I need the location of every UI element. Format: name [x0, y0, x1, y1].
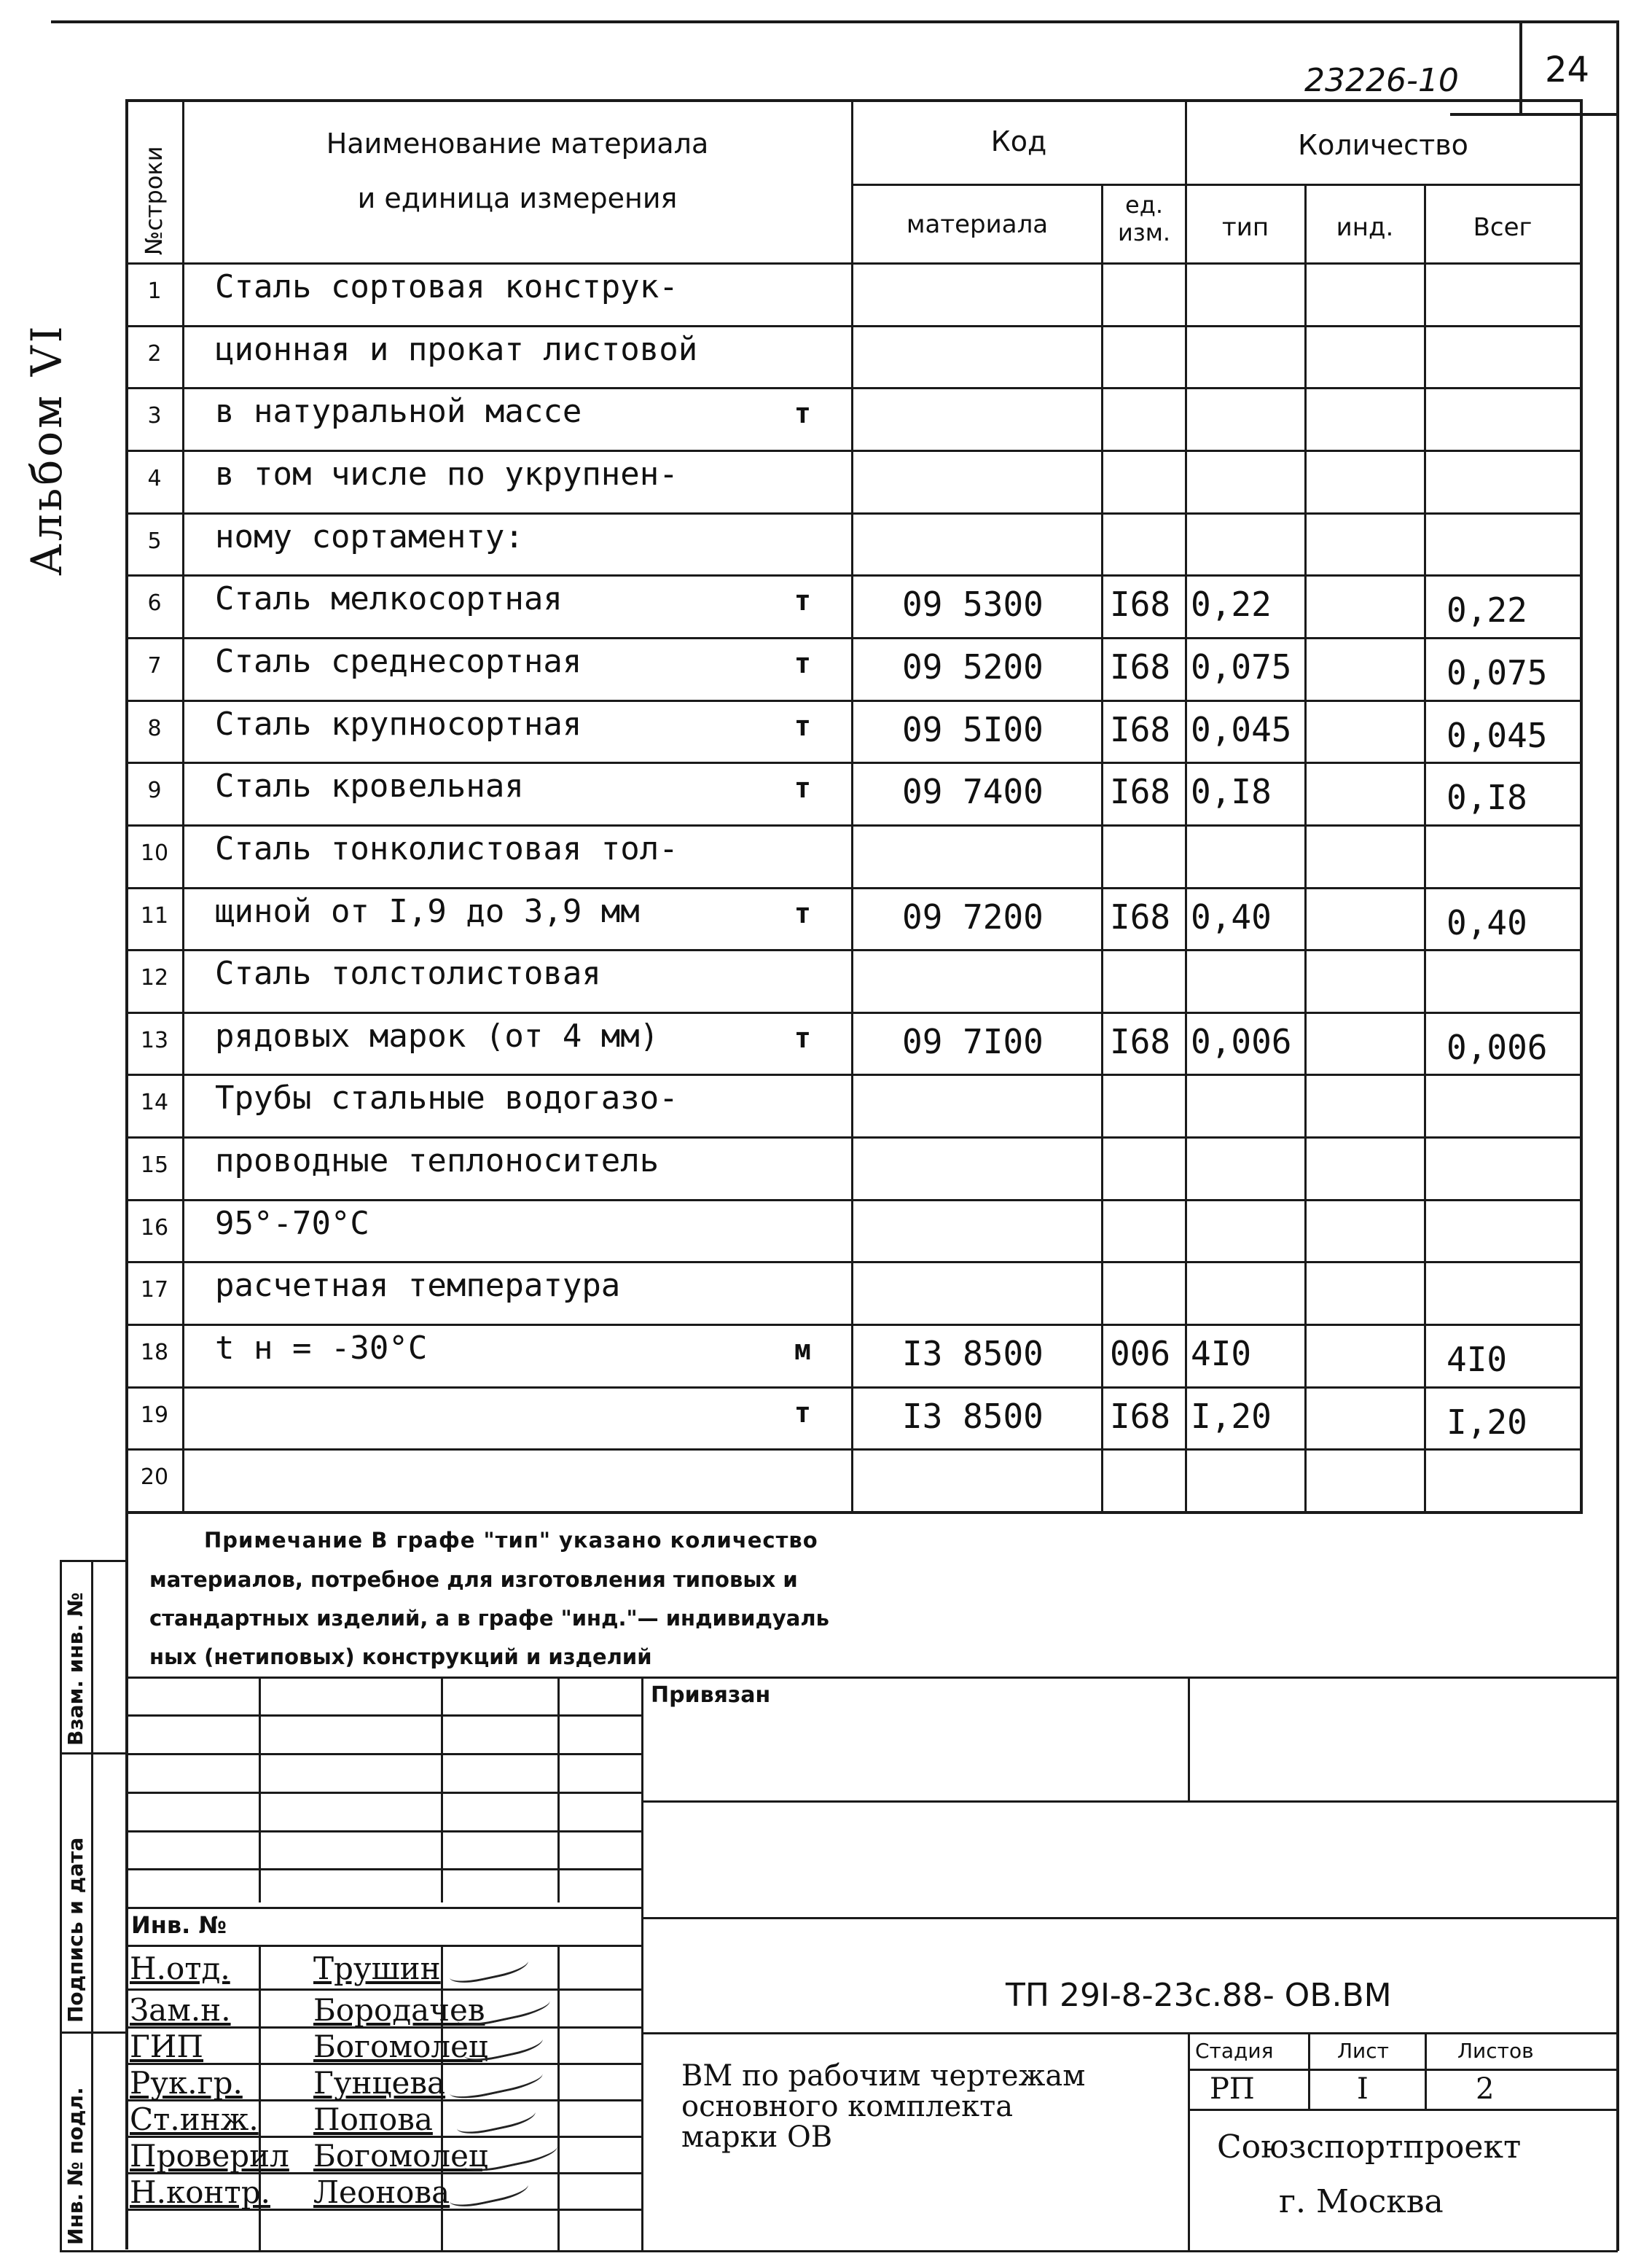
- signature-role: Ст.инж.: [130, 2101, 259, 2137]
- material-name: проводные теплоноситель: [215, 1142, 659, 1179]
- sheet-value: I: [1357, 2072, 1369, 2106]
- signature-role: Н.контр.: [130, 2174, 270, 2210]
- material-name: ному сортаменту:: [215, 518, 524, 555]
- material-name: t н = -30°C: [215, 1330, 428, 1367]
- name-header-line1: Наименование материала: [326, 128, 709, 160]
- unit-code: I68: [1110, 1397, 1171, 1436]
- row-number: 12: [140, 965, 169, 991]
- row-number: 19: [140, 1402, 169, 1428]
- unit-header: ед. изм.: [1117, 191, 1171, 246]
- material-name: Сталь сортовая конструк-: [215, 268, 678, 305]
- side-label-podpis: Подпись и дата: [63, 1837, 87, 2023]
- material-name: Сталь среднесортная: [215, 643, 582, 680]
- quantity-total: 4I0: [1447, 1340, 1508, 1379]
- quantity-type: 0,40: [1191, 897, 1272, 937]
- row-number: 8: [147, 716, 162, 741]
- material-code: 09 5I00: [902, 710, 1044, 749]
- measure-unit: т: [794, 585, 811, 617]
- material-name: щиной от I,9 до 3,9 мм: [215, 893, 640, 930]
- total-header: Всег: [1473, 213, 1532, 242]
- row-number: 10: [140, 840, 169, 866]
- description-line-1: ВМ по рабочим чертежам: [681, 2059, 1086, 2093]
- stage-value: РП: [1210, 2072, 1255, 2106]
- unit-code: I68: [1110, 1022, 1171, 1061]
- quantity-total: 0,I8: [1447, 778, 1527, 817]
- row-number: 11: [140, 903, 169, 929]
- quantity-type: 0,075: [1191, 647, 1292, 687]
- unit-code: I68: [1110, 585, 1171, 624]
- signature-role: Зам.н.: [130, 1992, 231, 2028]
- signature-role: Рук.гр.: [130, 2065, 243, 2101]
- quantity-total: 0,22: [1447, 590, 1527, 630]
- page-number: 24: [1545, 50, 1590, 90]
- material-code: I3 8500: [902, 1397, 1044, 1436]
- material-name: Сталь кровельная: [215, 768, 524, 805]
- signature-name: Бородачев: [313, 1992, 485, 2028]
- individual-header: инд.: [1336, 213, 1394, 242]
- measure-unit: т: [794, 397, 811, 429]
- type-header: тип: [1221, 213, 1269, 242]
- measure-unit: т: [794, 647, 811, 679]
- row-number: 14: [140, 1090, 169, 1115]
- note-line-4: ных (нетиповых) конструкций и изделий: [149, 1644, 652, 1669]
- handwritten-signature: [447, 1947, 530, 1987]
- quantity-total: 0,075: [1447, 653, 1548, 692]
- material-code: 09 5300: [902, 585, 1044, 624]
- handwritten-signature: [447, 2060, 544, 2103]
- material-name: ционная и прокат листовой: [215, 331, 698, 368]
- description-line-2: основного комплекта: [681, 2090, 1014, 2123]
- quantity-header: Количество: [1298, 129, 1468, 161]
- measure-unit: м: [794, 1334, 811, 1366]
- sheet-header: Лист: [1337, 2039, 1389, 2063]
- document-code: ТП 29I-8-23с.88- ОВ.ВМ: [1006, 1977, 1392, 2014]
- unit-code: I68: [1110, 710, 1171, 749]
- measure-unit: т: [794, 1022, 811, 1054]
- measure-unit: т: [794, 710, 811, 742]
- code-header: Код: [990, 125, 1047, 157]
- material-name: 95°-70°C: [215, 1205, 369, 1242]
- row-number: 6: [147, 590, 162, 616]
- privyazan-label: Привязан: [651, 1682, 771, 1708]
- material-name: в том числе по укрупнен-: [215, 456, 678, 493]
- unit-code: I68: [1110, 772, 1171, 811]
- sheets-value: 2: [1476, 2072, 1495, 2106]
- side-label-vzam: Взам. инв. №: [63, 1592, 87, 1746]
- organization-city: г. Москва: [1279, 2183, 1444, 2220]
- material-name: расчетная температура: [215, 1267, 621, 1304]
- handwritten-signature: [454, 2098, 537, 2138]
- quantity-type: 0,006: [1191, 1022, 1292, 1061]
- material-code: 09 7400: [902, 772, 1044, 811]
- row-number: 13: [140, 1028, 169, 1053]
- material-name: Сталь тонколистовая тол-: [215, 830, 678, 867]
- measure-unit: т: [794, 897, 811, 929]
- unit-code: I68: [1110, 897, 1171, 937]
- row-number: 18: [140, 1340, 169, 1365]
- row-number: 15: [140, 1152, 169, 1178]
- material-name: Сталь крупносортная: [215, 706, 582, 743]
- quantity-type: I,20: [1191, 1397, 1272, 1436]
- material-header: материала: [906, 210, 1049, 239]
- name-header-line2: и единица измерения: [357, 182, 678, 214]
- handwritten-signature: [447, 2171, 530, 2211]
- signature-name: Богомолец: [313, 2029, 488, 2064]
- row-number: 7: [147, 653, 162, 679]
- description-line-3: марки ОВ: [681, 2120, 833, 2154]
- row-number: 5: [147, 528, 162, 554]
- row-number: 1: [147, 278, 162, 304]
- quantity-type: 0,I8: [1191, 772, 1272, 811]
- quantity-type: 0,045: [1191, 710, 1292, 749]
- quantity-total: I,20: [1447, 1402, 1527, 1442]
- signature-name: Гунцева: [313, 2065, 446, 2101]
- material-name: Трубы стальные водогазо-: [215, 1080, 678, 1117]
- row-number: 20: [140, 1464, 169, 1490]
- row-number: 9: [147, 778, 162, 803]
- sheet-code: 23226-10: [1304, 62, 1459, 99]
- measure-unit: т: [794, 1397, 811, 1429]
- quantity-total: 0,006: [1447, 1028, 1548, 1067]
- row-number: 4: [147, 466, 162, 491]
- signature-role: ГИП: [130, 2029, 204, 2064]
- row-number-header: №строки: [140, 146, 168, 255]
- sheets-header: Листов: [1457, 2039, 1534, 2063]
- row-number: 16: [140, 1215, 169, 1241]
- album-label: Альбом VI: [22, 323, 71, 576]
- material-code: 09 7I00: [902, 1022, 1044, 1061]
- material-code: I3 8500: [902, 1334, 1044, 1373]
- note-line-3: стандартных изделий, а в графе "инд."— индивидуаль: [149, 1606, 829, 1631]
- row-number: 3: [147, 403, 162, 429]
- signature-name: Трушин: [313, 1951, 441, 1986]
- signature-name: Богомолец: [313, 2138, 488, 2174]
- quantity-total: 0,40: [1447, 903, 1527, 942]
- inv-no-label: Инв. №: [131, 1911, 227, 1939]
- quantity-type: 0,22: [1191, 585, 1272, 624]
- row-number: 17: [140, 1277, 169, 1303]
- material-code: 09 5200: [902, 647, 1044, 687]
- signature-role: Н.отд.: [130, 1951, 230, 1986]
- material-name: Сталь толстолистовая: [215, 955, 601, 992]
- material-code: 09 7200: [902, 897, 1044, 937]
- side-label-inv-podl: Инв. № подл.: [63, 2087, 87, 2245]
- row-number: 2: [147, 341, 162, 367]
- quantity-total: 0,045: [1447, 716, 1548, 755]
- material-name: рядовых марок (от 4 мм): [215, 1018, 659, 1055]
- note-line-1: Примечание В графе "тип" указано количество: [204, 1528, 818, 1553]
- unit-code: 006: [1110, 1334, 1171, 1373]
- material-name: Сталь мелкосортная: [215, 580, 563, 617]
- signature-role: Проверил: [130, 2138, 289, 2174]
- signature-name: Попова: [313, 2101, 433, 2137]
- measure-unit: т: [794, 772, 811, 804]
- signature-name: Леонова: [313, 2174, 450, 2210]
- quantity-type: 4I0: [1191, 1334, 1252, 1373]
- unit-code: I68: [1110, 647, 1171, 687]
- organization-name: Союзспортпроект: [1217, 2128, 1522, 2166]
- note-line-2: материалов, потребное для изготовления типовых и: [149, 1567, 798, 1592]
- stage-header: Стадия: [1195, 2039, 1274, 2063]
- material-name: в натуральной массе: [215, 393, 582, 430]
